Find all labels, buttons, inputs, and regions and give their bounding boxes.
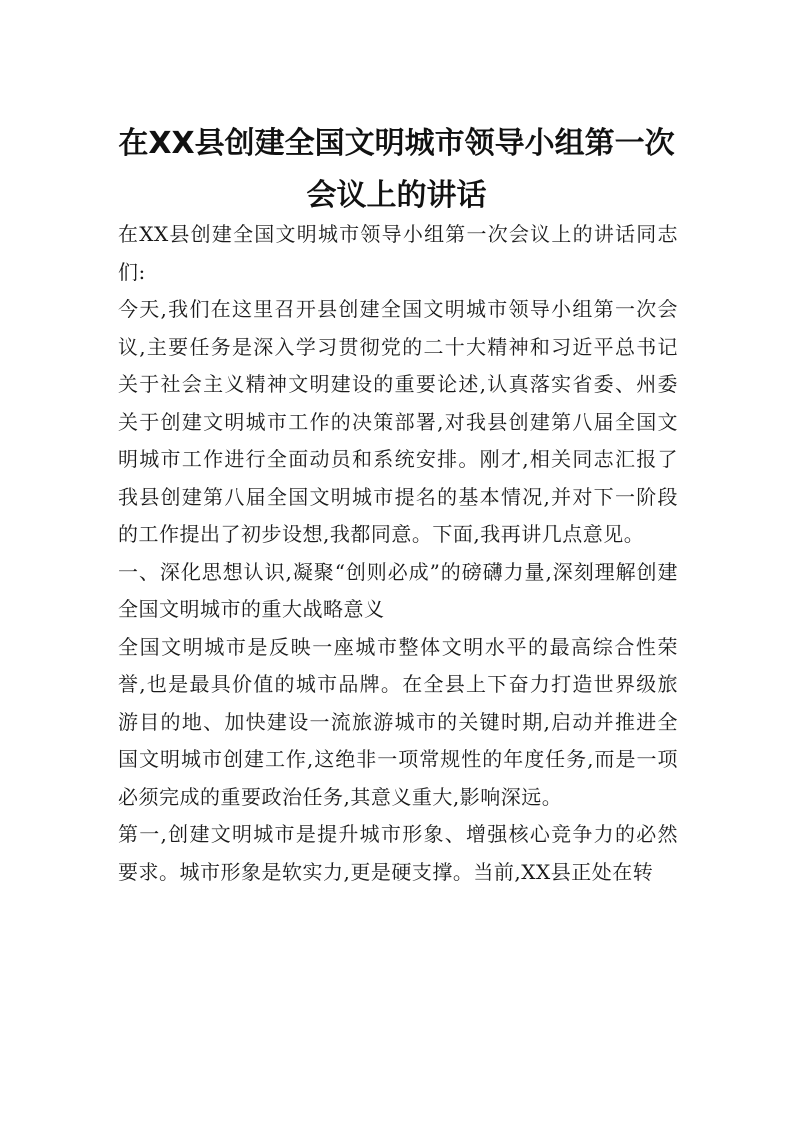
paragraph-first-point: 第一,创建文明城市是提升城市形象、增强核心竞争力的必然要求。城市形象是软实力,更是硬支撑。当前,XX县正处在转 (118, 822, 678, 884)
document-body (118, 216, 678, 891)
paragraph-heading-line: 在XX县创建全国文明城市领导小组第一次会议上的讲话同志们: (118, 222, 678, 284)
section-heading-1: 一、深化思想认识,凝聚“创则必成”的磅礴力量,深刻理解创建全国文明城市的重大战略意义 (118, 559, 678, 621)
document-title: 在XX县创建全国文明城市领导小组第一次会议上的讲话 (118, 126, 675, 213)
paragraph-significance: 全国文明城市是反映一座城市整体文明水平的最高综合性荣誉,也是最具价值的城市品牌。在全县上下奋力打造世界级旅游目的地、加快建设一流旅游城市的关键时期,启动并推进全国文明城市创建工作,这绝非一项常规性的年度任务,而是一项必须完成的重要政治任务,其意义重大,影响深远。 (118, 634, 678, 809)
paragraph-intro: 今天,我们在这里召开县创建全国文明城市领导小组第一次会议,主要任务是深入学习贯彻党的二十大精神和习近平总书记关于社会主义精神文明建设的重要论述,认真落实省委、州委关于创建文明城市工作的决策部署,对我县创建第八届全国文明城市工作进行全面动员和系统安排。刚才,相关同志汇报了我县创建第八届全国文明城市提名的基本情况,并对下一阶段的工作提出了初步设想,我都同意。下面,我再讲几点意见。 (118, 297, 678, 546)
